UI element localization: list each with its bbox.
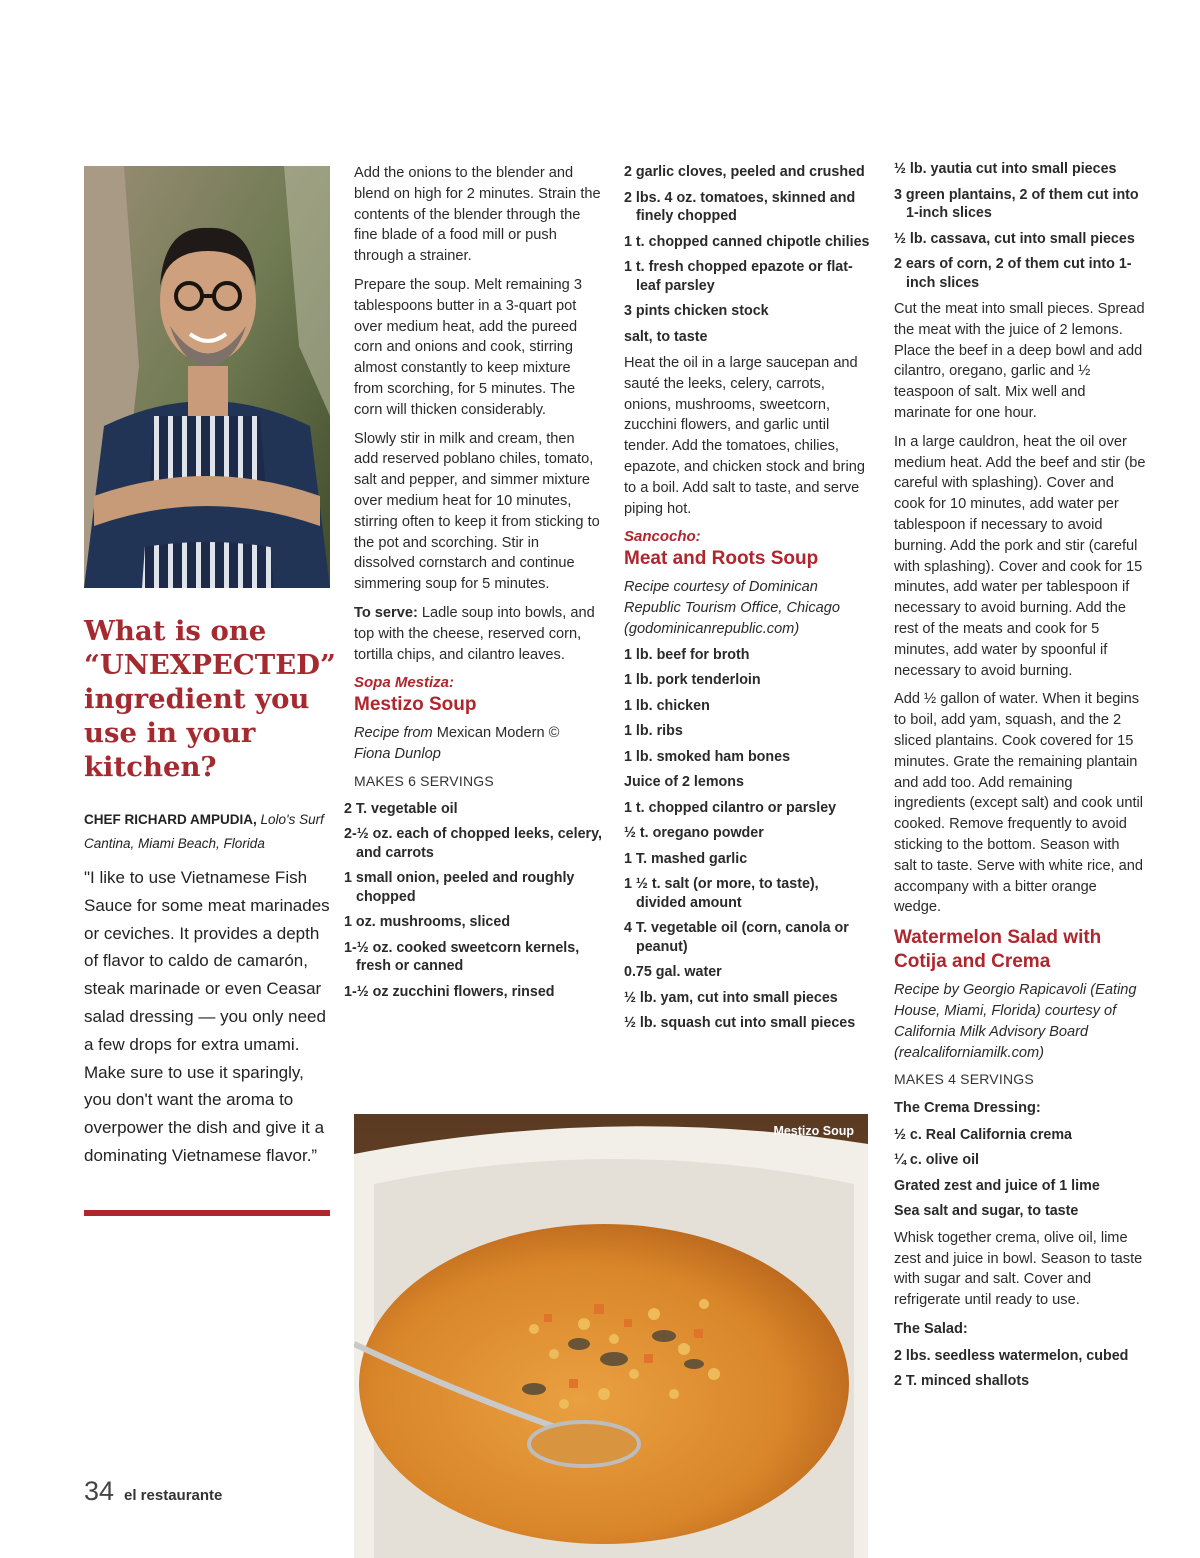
ingredient: 2-½ oz. each of chopped leeks, celery, and carrots [344, 826, 602, 861]
ingredient: 1 lb. chicken [624, 697, 710, 714]
chef-portrait-illustration [84, 166, 330, 588]
credit-book: Mexican Modern © [436, 725, 560, 742]
ingredient: 1-½ oz. cooked sweetcorn kernels, fresh or canned [344, 939, 580, 975]
sub-heading: The Crema Dressing: [894, 1100, 1041, 1117]
sidebar-question: What is one “UNEXPECTED” ingredient you use in your kitchen? [84, 615, 336, 783]
ingredient: 1 lb. smoked ham bones [624, 748, 791, 765]
ingredient: ½ lb. cassava, cut into small pieces [894, 230, 1135, 247]
recipe-title: Watermelon Salad with Cotija and Crema [894, 927, 1102, 973]
ingredient: 0.75 gal. water [624, 964, 722, 981]
method-paragraph: Cut the meat into small pieces. Spread the meat with the juice of 2 lemons. Place the beef in a deep bowl and add cilantro, oregano, garlic and ½ teaspoon of salt. Mix well and marinate for one hour. [894, 301, 1145, 421]
credit-author: Fiona Dunlop [354, 746, 441, 763]
ingredient: 1 T. mashed garlic [624, 850, 748, 867]
soup-bowl-illustration [354, 1114, 868, 1558]
ingredient: 2 T. vegetable oil [344, 800, 458, 817]
ingredient: 1 t. chopped cilantro or parsley [624, 799, 837, 816]
column-3 [624, 163, 872, 1040]
recipe-credit [354, 723, 602, 765]
column-2 [344, 163, 602, 1008]
ingredient: ¼ c. olive oil [894, 1152, 980, 1169]
body-paragraph: Slowly stir in milk and cream, then add reserved poblano chiles, tomato, salt and pepper, and simmer mixture over medium heat for 10 minutes, stirring often to keep it from sticking to the pot and scorching. Stir in dissolved cornstarch and continue simmering soup for 5 minutes. [354, 430, 600, 593]
ingredient: 2 lbs. seedless watermelon, cubed [894, 1347, 1129, 1364]
method-paragraph: In a large cauldron, heat the oil over medium heat. Add the beef and stir (be careful with splashing). Cover and cook for 10 minutes, add water per tablespoon if necessary to avoid burning. Add the pork and stir (careful with splashing). Cover and cook for 15 minutes, add water per tablespoon if necessary to avoid burning. Add the rest of the meats and cook for 5 minutes, add water by spoonful if necessary to avoid burning. [894, 433, 1146, 679]
publication-name: el restaurante [124, 1487, 223, 1504]
chef-location: Lolo's Surf Cantina, Miami Beach, Florida [84, 812, 324, 851]
page-number: 34 [84, 1476, 115, 1506]
recipe-credit: Recipe courtesy of Dominican Republic Tourism Office, Chicago (godominicanrepublic.com) [624, 579, 841, 637]
recipe-title: Mestizo Soup [354, 694, 477, 716]
sidebar-divider [84, 1210, 330, 1216]
credit-prefix: Recipe from [354, 725, 437, 742]
chef-photo [84, 166, 330, 588]
ingredient: 1 small onion, peeled and roughly chopped [344, 870, 575, 905]
chef-name: CHEF RICHARD AMPUDIA, [84, 812, 257, 827]
ingredient: ½ c. Real California crema [894, 1126, 1072, 1143]
ingredient: ½ lb. squash cut into small pieces [624, 1015, 856, 1032]
ingredient: 1 oz. mushrooms, sliced [344, 914, 511, 931]
ingredient: Grated zest and juice of 1 lime [894, 1177, 1100, 1194]
chef-quote: "I like to use Vietnamese Fish Sauce for some meat marinades or ceviches. It provides a depth of flavor to caldo de camarón, steak marinade or even Ceasar salad dressing — you only need a few drops for extra umami. Make sure to use it sparingly, you don't want the aroma to overpower the dish and give it a dominating Vietnamese flavor.” [84, 868, 330, 1165]
ingredient: 2 lbs. 4 oz. tomatoes, skinned and finely chopped [624, 189, 856, 224]
ingredient: 1 ½ t. salt (or more, to taste), divided amount [624, 876, 819, 911]
ingredient: 1 lb. pork tenderloin [624, 672, 761, 689]
ingredient: 3 pints chicken stock [624, 303, 769, 319]
ingredient: 1 t. chopped canned chipotle chilies [624, 233, 870, 250]
photo-caption: Mestizo Soup [773, 1124, 854, 1138]
ingredient: 3 green plantains, 2 of them cut into 1-inch slices [894, 186, 1139, 221]
ingredient: 1 lb. ribs [624, 723, 683, 740]
ingredient: Sea salt and sugar, to taste [894, 1203, 1079, 1220]
ingredient: 2 ears of corn, 2 of them cut into 1-inch slices [894, 256, 1132, 291]
servings: MAKES 4 SERVINGS [894, 1071, 1034, 1088]
recipe-title: Meat and Roots Soup [624, 548, 819, 570]
recipe-credit: Recipe by Georgio Rapicavoli (Eating House, Miami, Florida) courtesy of California Milk Advisory Board (realcaliforniamilk.com) [894, 982, 1137, 1061]
method-paragraph: Add ½ gallon of water. When it begins to boil, add yam, squash, and the 2 sliced plantains. Cook covered for 15 minutes. Grate the remaining plantain and add too. Add remaining ingredients (except salt) and cook until cooked. Remove frequently to avoid sticking to the bottom. Season with salt to taste. Serve with white rice, and accompany with a bitter orange wedge. [894, 691, 1144, 916]
ingredient: ½ t. oregano powder [624, 825, 764, 842]
method-paragraph: Heat the oil in a large saucepan and sauté the leeks, celery, carrots, onions, mushrooms, sweetcorn, zucchini flowers, and garlic until tender. Add the tomatoes, chilies, epazote, and chicken stock and bring to a boil. Add salt to taste, and serve piping hot. [624, 355, 865, 517]
recipe-kicker: Sopa Mestiza: [354, 674, 455, 692]
ingredient: 4 T. vegetable oil (corn, canola or peanut) [624, 920, 849, 955]
serve-paragraph [354, 603, 602, 665]
recipe-kicker: Sancocho: [624, 528, 701, 546]
ingredient: 2 T. minced shallots [894, 1373, 1030, 1390]
ingredient: ½ lb. yautia cut into small pieces [894, 161, 1117, 177]
serve-text: Ladle soup into bowls, and top with the cheese, reserved corn, tortilla chips, and cilantro leaves. [354, 604, 595, 663]
ingredient: 1 t. fresh chopped epazote or flat-leaf parsley [624, 259, 853, 294]
ingredient: 1-½ oz zucchini flowers, rinsed [344, 983, 555, 1000]
body-paragraph: Prepare the soup. Melt remaining 3 tablespoons butter in a 3-quart pot over medium heat, add the pureed corn and onions and cook, stirring almost constantly to keep mixture from scorching, for 5 minutes. The corn will thicken considerably. [354, 276, 582, 418]
chef-byline [84, 808, 330, 856]
body-paragraph: Add the onions to the blender and blend on high for 2 minutes. Strain the contents of the blender through the fine blade of a food mill or push through a strainer. [354, 165, 601, 265]
method-paragraph: Whisk together crema, olive oil, lime zest and juice in bowl. Season to taste with sugar and salt. Cover and refrigerate until ready to use. [894, 1229, 1143, 1309]
ingredient: Juice of 2 lemons [624, 774, 744, 791]
serve-label: To serve: [354, 604, 418, 621]
sub-heading: The Salad: [894, 1321, 968, 1338]
ingredient: ½ lb. yam, cut into small pieces [624, 989, 838, 1006]
ingredient: 2 garlic cloves, peeled and crushed [624, 164, 865, 180]
ingredient: salt, to taste [624, 328, 708, 345]
soup-photo [354, 1114, 868, 1558]
servings: MAKES 6 SERVINGS [354, 772, 494, 789]
column-4 [894, 160, 1146, 1398]
ingredient: 1 lb. beef for broth [624, 646, 750, 663]
